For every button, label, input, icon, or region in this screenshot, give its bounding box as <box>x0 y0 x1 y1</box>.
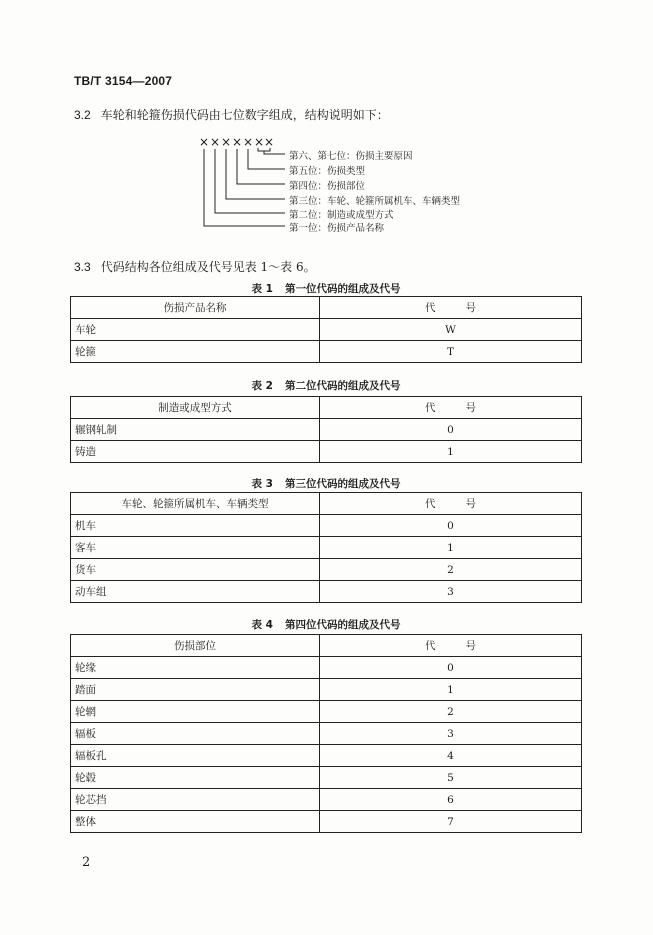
header-code-label: 代号 <box>425 640 506 652</box>
table-row <box>71 515 582 537</box>
table-row <box>71 767 582 789</box>
table-cell: 0 <box>320 657 582 679</box>
clause-number: 3.2 <box>74 108 91 122</box>
table-label: 表 4 <box>251 619 273 631</box>
code-structure-diagram <box>190 135 490 235</box>
clause-number: 3.3 <box>74 260 91 274</box>
table-cell: 5 <box>320 767 582 789</box>
code-position-4: × <box>232 135 243 149</box>
table-4-caption <box>70 617 582 632</box>
table-4 <box>70 634 582 833</box>
clause-text: 车轮和轮箍伤损代码由七位数字组成，结构说明如下： <box>100 108 389 122</box>
table-cell: 客车 <box>71 537 320 559</box>
table-cell: 3 <box>320 723 582 745</box>
table-title: 第四位代码的组成及代号 <box>284 619 401 631</box>
table-row <box>71 745 582 767</box>
clause-3-3 <box>74 258 316 275</box>
document-header: TB/T 3154—2007 <box>74 74 173 88</box>
table-cell: 1 <box>320 537 582 559</box>
header-cell <box>320 297 582 319</box>
table-header-row <box>71 635 582 657</box>
table-title: 第三位代码的组成及代号 <box>284 478 401 490</box>
diagram-label-5: 第五位：伤损类型 <box>289 166 366 177</box>
table-cell: 辐板 <box>71 723 320 745</box>
table-cell: 0 <box>320 419 582 441</box>
table-2-caption <box>70 378 582 393</box>
table-cell: 3 <box>320 581 582 603</box>
table-cell: 4 <box>320 745 582 767</box>
table-cell: 轮箍 <box>71 341 320 363</box>
header-code-label: 代号 <box>425 402 506 414</box>
table-3-caption <box>70 476 582 491</box>
table-header-row <box>71 397 582 419</box>
table-label: 表 3 <box>251 478 273 490</box>
table-row <box>71 559 582 581</box>
table-cell: 辗钢轧制 <box>71 419 320 441</box>
header-cell <box>320 397 582 419</box>
table-cell: 6 <box>320 789 582 811</box>
table-cell: T <box>320 341 582 363</box>
table-cell: 轮辋 <box>71 701 320 723</box>
table-cell: 轮芯挡 <box>71 789 320 811</box>
table-row <box>71 441 582 463</box>
table-2 <box>70 396 582 463</box>
table-label: 表 1 <box>251 283 273 295</box>
header-cell: 伤损部位 <box>71 635 320 657</box>
table-cell: 轮缘 <box>71 657 320 679</box>
header-code-label: 代号 <box>425 302 506 314</box>
table-row <box>71 419 582 441</box>
code-position-2: × <box>210 135 221 149</box>
table-cell: 轮毂 <box>71 767 320 789</box>
table-row <box>71 811 582 833</box>
code-position-1: × <box>199 135 210 149</box>
table-row <box>71 581 582 603</box>
code-position-5: × <box>243 135 254 149</box>
header-cell: 制造或成型方式 <box>71 397 320 419</box>
table-row <box>71 657 582 679</box>
table-row <box>71 789 582 811</box>
table-cell: 1 <box>320 441 582 463</box>
header-cell <box>320 493 582 515</box>
clause-3-2 <box>74 106 389 123</box>
table-cell: 2 <box>320 701 582 723</box>
table-row <box>71 319 582 341</box>
table-cell: 整体 <box>71 811 320 833</box>
table-cell: 踏面 <box>71 679 320 701</box>
table-1 <box>70 296 582 363</box>
header-cell: 车轮、轮箍所属机车、车辆类型 <box>71 493 320 515</box>
table-cell: 铸造 <box>71 441 320 463</box>
table-row <box>71 537 582 559</box>
table-cell: 2 <box>320 559 582 581</box>
table-title: 第一位代码的组成及代号 <box>284 283 401 295</box>
table-header-row <box>71 297 582 319</box>
diagram-label-4: 第四位：伤损部位 <box>289 181 366 192</box>
diagram-label-3: 第三位：车轮、轮箍所属机车、车辆类型 <box>289 196 461 207</box>
diagram-label-2: 第二位：制造或成型方式 <box>289 210 394 221</box>
table-row <box>71 679 582 701</box>
table-cell: 车轮 <box>71 319 320 341</box>
header-cell <box>320 635 582 657</box>
clause-text: 代码结构各位组成及代号见表 1～表 6。 <box>100 260 316 274</box>
table-row <box>71 701 582 723</box>
table-title: 第二位代码的组成及代号 <box>284 380 401 392</box>
table-cell: 货车 <box>71 559 320 581</box>
table-1-caption <box>70 281 582 296</box>
table-row <box>71 341 582 363</box>
table-cell: 7 <box>320 811 582 833</box>
table-cell: 辐板孔 <box>71 745 320 767</box>
header-code-label: 代号 <box>425 498 506 510</box>
code-position-6-7: ×× <box>254 135 275 149</box>
table-cell: 机车 <box>71 515 320 537</box>
code-position-3: × <box>221 135 232 149</box>
table-cell: 0 <box>320 515 582 537</box>
table-row <box>71 723 582 745</box>
page-number: 2 <box>82 855 91 870</box>
table-cell: W <box>320 319 582 341</box>
table-cell: 动车组 <box>71 581 320 603</box>
table-cell: 1 <box>320 679 582 701</box>
table-3 <box>70 492 582 603</box>
header-cell: 伤损产品名称 <box>71 297 320 319</box>
diagram-label-6-7: 第六、第七位：伤损主要原因 <box>289 151 413 162</box>
diagram-label-1: 第一位：伤损产品名称 <box>289 223 385 234</box>
table-label: 表 2 <box>251 380 273 392</box>
table-header-row <box>71 493 582 515</box>
